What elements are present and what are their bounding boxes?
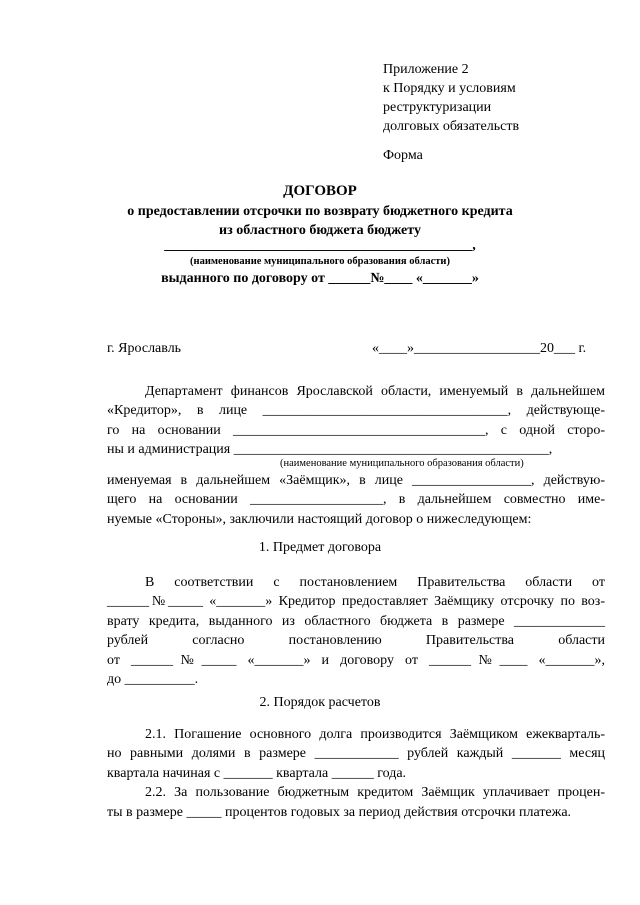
preamble-line: нуемые «Стороны», заключили настоящий договор о нижеследующем: bbox=[107, 511, 532, 527]
section-line: врату кредита, выданного из областного бюджета в размере _____________ bbox=[107, 613, 605, 629]
document-title: ДОГОВОР bbox=[283, 183, 357, 199]
section-heading: 2. Порядок расчетов bbox=[259, 695, 381, 710]
section-line: 2.1. Погашение основного долга производится Заёмщиком ежекварталь- bbox=[145, 727, 605, 742]
preamble-line: «Кредитор», в лице ___________________________________, действующе- bbox=[107, 403, 605, 419]
section-line: ты в размере _____ процентов годовых за период действия отсрочки платежа. bbox=[107, 804, 572, 820]
appendix-line: Приложение 2 bbox=[383, 62, 469, 77]
section-line: 2.2. За пользование бюджетным кредитом Заёмщик уплачивает процен- bbox=[145, 785, 605, 801]
city: г. Ярославль bbox=[107, 341, 182, 356]
document-subtitle-line: о предоставлении отсрочки по возврату бюджетного кредита bbox=[127, 204, 513, 219]
issued-by-contract-line: выданного по договору от ______№____ «_______» bbox=[161, 271, 479, 286]
preamble-line: ны и администрация _____________________________________________, bbox=[107, 442, 553, 458]
section-heading: 1. Предмет договора bbox=[258, 540, 382, 555]
section-line: квартала начиная с _______ квартала ______ года. bbox=[107, 765, 407, 781]
preamble-continued bbox=[107, 471, 605, 529]
preamble-line: щего на основании ___________________, в дальнейшем совместно име- bbox=[107, 492, 605, 508]
preamble bbox=[107, 382, 605, 460]
municipality-caption: (наименование муниципального образования области) bbox=[280, 458, 524, 469]
appendix-line: к Порядку и условиям bbox=[383, 81, 516, 96]
appendix-note bbox=[383, 60, 519, 136]
document-subtitle-line: из областного бюджета бюджету bbox=[219, 223, 421, 238]
section-line: рублей согласно постановлению Правительства области bbox=[107, 633, 605, 649]
preamble-line: го на основании ____________________________________, с одной сторо- bbox=[107, 422, 605, 438]
section-1-body bbox=[107, 573, 605, 689]
section-line: ______№_____ «_______» Кредитор предоставляет Заёмщику отсрочку по воз- bbox=[107, 594, 605, 610]
form-label: Форма bbox=[383, 148, 423, 163]
municipality-blank: ____________________________________________, bbox=[164, 238, 476, 253]
section-line: до __________. bbox=[107, 672, 199, 688]
appendix-line: реструктуризации bbox=[383, 100, 492, 115]
section-line: от ______№_____ «_______» и договору от ______№____ «_______», bbox=[107, 652, 605, 668]
preamble-line: именуемая в дальнейшем «Заёмщик», в лице _________________, действую- bbox=[107, 473, 605, 488]
municipality-caption: (наименование муниципального образования области) bbox=[190, 256, 450, 267]
contract-date: «____»__________________20___ г. bbox=[372, 341, 587, 356]
section-2-body bbox=[107, 725, 605, 822]
section-line: В соответствии с постановлением Правительства области от bbox=[145, 575, 605, 590]
section-line: но равными долями в размере ____________ рублей каждый _______ месяц bbox=[107, 746, 605, 762]
appendix-line: долговых обязательств bbox=[383, 119, 520, 134]
preamble-line: Департамент финансов Ярославской области, именуемый в дальнейшем bbox=[145, 384, 605, 399]
